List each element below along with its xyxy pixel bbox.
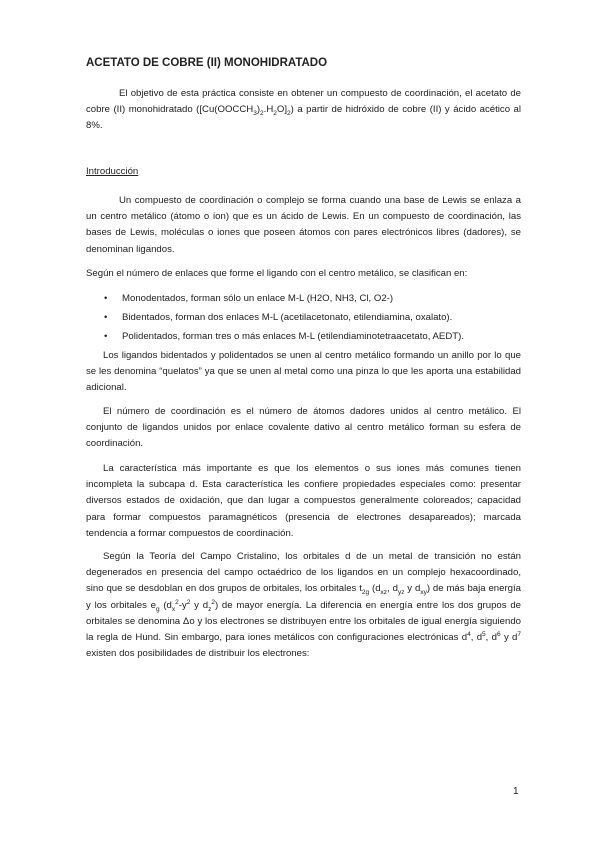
page-number: 1: [513, 786, 519, 797]
classification-intro: Según el número de enlaces que forme el ligando con el centro metálico, se clasifican en:: [86, 268, 468, 279]
list-item: • Monodentados, forman sólo un enlace M-L (H2O, NH3, Cl, O2-): [104, 289, 524, 308]
coordination-number-paragraph: El número de coordinación es el número de átomos dadores unidos al centro metálico. El conjunto de ligandos unidos por enlace covalente dativo al centro metálico forman su esfera de coordinación.: [86, 406, 521, 450]
list-item: • Polidentados, forman tres o más enlaces M-L (etilendiaminotetraacetato, AEDT).: [104, 327, 524, 346]
objective-paragraph: El objetivo de esta práctica consiste en obtener un compuesto de coordinación, el acetato de cobre (II) monohidratado $([Cu(OOCCH_3)_2.H_2O]_2)$ a partir de hidróxido de cobre (II) y ácido acético al 8%.: [86, 88, 521, 132]
properties-paragraph: La característica más importante es que los elementos o sus iones más comunes tienen incompleta la subcapa d. Esta característica les confiere propiedades especiales como: presentar diversos estados de oxidación, que dan lugar a compuestos generalmente coloreados; capacidad para formar compuestos paramagnéticos (presencia de electrones desapareados); marcada tendencia a formar compuestos de coordinación.: [86, 463, 521, 539]
chelates-paragraph: Los ligandos bidentados y polidentados se unen al centro metálico formando un anillo por lo que se les denomina “quelatos” ya que se unen al metal como una pinza lo que les aporta una estabilidad adicional.: [86, 350, 521, 394]
ligand-type-list: [104, 289, 524, 346]
bullet-icon: •: [104, 312, 108, 323]
bullet-icon: •: [104, 331, 108, 342]
bullet-icon: •: [104, 293, 108, 304]
crystal-field-paragraph: Según la Teoría del Campo Cristalino, los orbitales d de un metal de transición no están degenerados en presencia del campo octaédrico de los ligandos en un complejo hexacoordinado, sino que se desdoblan en dos grupos de orbitales, los orbitales $t_{2g}$ ($d_{xz}$, $d_{yz}$ y $d_{xy}$) de más baja energía y los orbitales $e_g$ ($d_x^2-y^2$ y $d_z^2$) de mayor energía. La diferencia en energía entre los dos grupos de orbitales se denomina Δo y los electrones se distribuyen entre los orbitales de igual energía siguiendo la regla de Hund. Sin embargo, para iones metálicos con configuraciones electrónicas $d^4$, $d^5$, $d^6$ y $d^7$ existen dos posibilidades de distribuir los electrones:: [86, 551, 522, 660]
introduction-heading: Introducción: [86, 166, 139, 177]
document-title: ACETATO DE COBRE (II) MONOHIDRATADO: [86, 57, 328, 69]
list-item: • Bidentados, forman dos enlaces M-L (acetilacetonato, etilendiamina, oxalato).: [104, 308, 524, 327]
intro-paragraph: Un compuesto de coordinación o complejo se forma cuando una base de Lewis se enlaza a un centro metálico (átomo o ion) que es un ácido de Lewis. En un compuesto de coordinación, las bases de Lewis, moléculas o iones que poseen átomos con pares electrónicos libres (dadores), se denominan ligandos.: [86, 195, 521, 255]
